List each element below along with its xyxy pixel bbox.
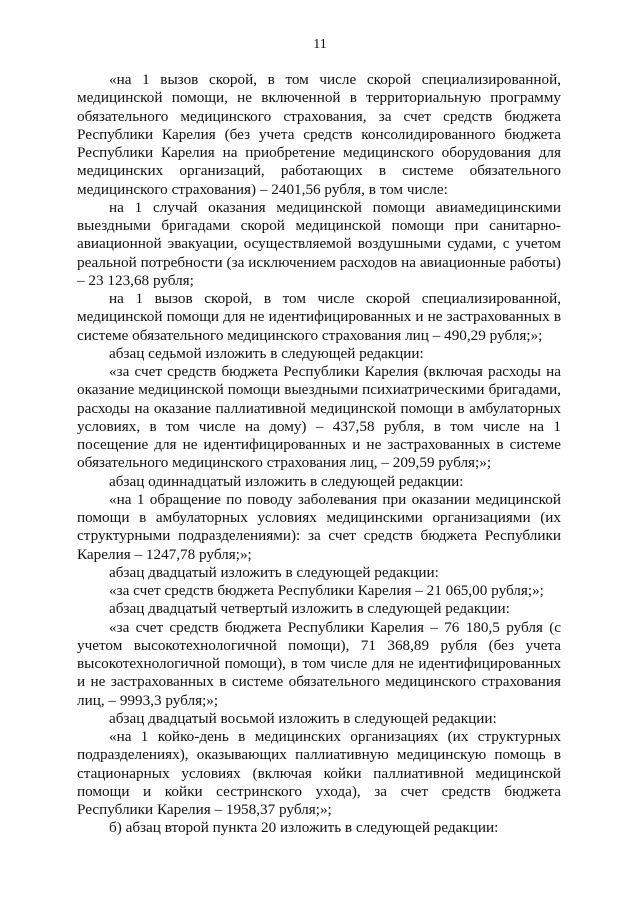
paragraph-ambulance-call: «на 1 вызов скорой, в том числе скорой специализированной, медицинской помощи, не включенной в территориальную программу обязательного медицинского страхования, за счет средств бюджета Республики Карелия (без учета средств консолидированного бюджета Республики Карелия на приобретение медицинского оборудования для медицинских организаций, работающих в системе обязательного медицинского страхования) – 2401,56 рубля, в том числе: xyxy=(77,71,561,198)
document-body xyxy=(77,71,561,838)
paragraph-uninsured-ambulance: на 1 вызов скорой, в том числе скорой специализированной, медицинской помощи для не идентифицированных и не застрахованных в системе обязательного медицинского страхования лиц – 490,29 рубля;»; xyxy=(77,290,561,344)
paragraph-amend-seventh: абзац седьмой изложить в следующей редакции: xyxy=(109,344,424,362)
paragraph-inpatient-case: «за счет средств бюджета Республики Карелия – 76 180,5 рубля (с учетом высокотехнологичной помощи), 71 368,89 рубля (без учета высокотехнологичной помощи), в том числе для не идентифицированных и не застрахованных в системе обязательного медицинского страхования лиц, – 9993,3 рубля;»; xyxy=(77,618,561,709)
paragraph-amend-twenty-eighth: абзац двадцатый восьмой изложить в следующей редакции: xyxy=(109,709,497,727)
paragraph-amend-twentieth: абзац двадцатый изложить в следующей редакции: xyxy=(109,563,439,581)
paragraph-amend-twenty-fourth: абзац двадцатый четвертый изложить в следующей редакции: xyxy=(109,600,510,618)
paragraph-air-ambulance: на 1 случай оказания медицинской помощи авиамедицинскими выездными бригадами скорой медицинской помощи при санитарно-авиационной эвакуации, осуществляемой воздушными судами, с учетом реальной потребности (за исключением расходов на авиационные работы) – 23 123,68 рубля; xyxy=(77,198,561,289)
paragraph-outpatient-appeal: «на 1 обращение по поводу заболевания при оказании медицинской помощи в амбулаторных условиях медицинскими организациями (их структурными подразделениями): за счет средств бюджета Республики Карелия – 1247,78 рубля;»; xyxy=(77,490,561,563)
paragraph-amend-point-20: б) абзац второй пункта 20 изложить в следующей редакции: xyxy=(109,819,499,837)
paragraph-palliative-bed-day: «на 1 койко-день в медицинских организациях (их структурных подразделениях), оказывающих паллиативную медицинскую помощь в стационарных условиях (включая койки паллиативной медицинской помощи и койки сестринского ухода), за счет средств бюджета Республики Карелия – 1958,37 рубля;»; xyxy=(77,728,561,818)
paragraph-budget-21065: «за счет средств бюджета Республики Карелия – 21 065,00 рубля;»; xyxy=(109,582,544,599)
paragraph-amend-eleventh: абзац одиннадцатый изложить в следующей редакции: xyxy=(109,472,464,490)
paragraph-outpatient-visit: «за счет средств бюджета Республики Карелия (включая расходы на оказание медицинской помощи выездными психиатрическими бригадами, расходы на оказание паллиативной медицинской помощи в амбулаторных условиях, в том числе на дому) – 437,58 рубля, в том числе на 1 посещение для не идентифицированных и не застрахованных в системе обязательного медицинского страхования лиц, – 209,59 рубля;»; xyxy=(77,363,561,472)
page-number: 11 xyxy=(313,37,327,52)
